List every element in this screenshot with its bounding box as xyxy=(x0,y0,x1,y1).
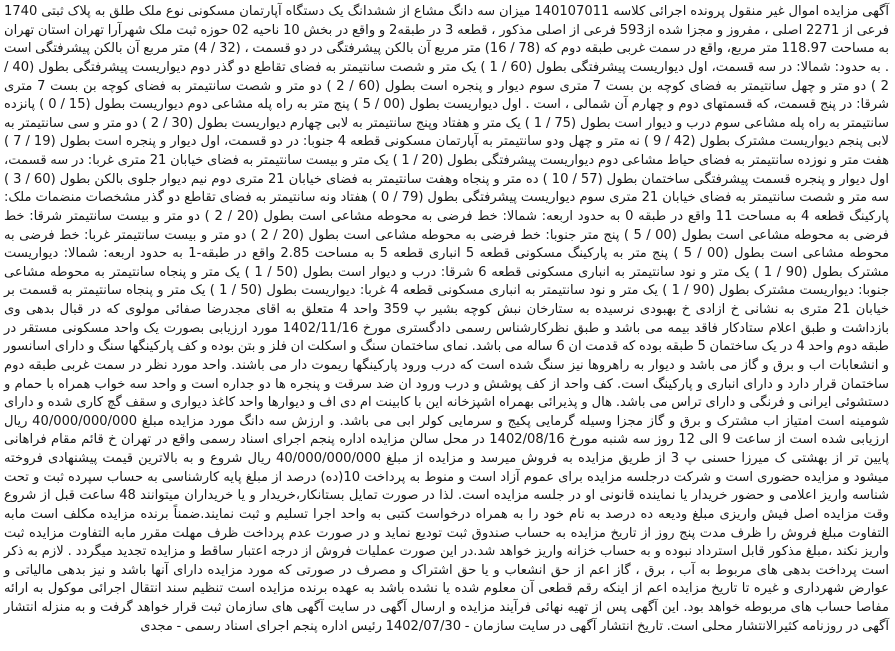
auction-notice-text: آگهی مزایده اموال غیر منقول پرونده اجرائی کلاسه 140107011 میزان سه دانگ مشاع از ششدانگ یک دستگاه آپارتمان مسکونی نوع ملک طلق به پلاک ثبتی 1740 فرعی از 2271 اصلی ، مفروز و مجزا شده از593 فرعی از اصلی مذکور ، قطعه 3 در طبقه2 و واقع در بخش 10 ناحیه 02 حوزه ثبت ملک شهرآرا تهران استان تهران به مساحت 118.97 متر مربع، واقع در سمت غربی طبقه دوم که (78 / 16) متر مربع آن بالکن پیشرفتگی در دو قسمت ، (32 / 4) متر مربع آن بالکن پیشرفتگی است . به حدود: شمالا: در سه قسمت، اول دیواریست پیشرفتگی بطول (60 / 1 ) یک متر و شصت سانتیمتر به فضای تقاطع دو گذر دوم دیواریست پیشرفتگی بطول (40 / 2 ) دو متر و چهل سانتیمتر به فضای کوچه بن بست 7 متری سوم دیوار و پنجره است بطول (60 / 2 ) دو متر و شصت سانتیمتر به فضای کوچه بن بست 7 متری شرقا: در پنج قسمت، که قسمتهای دوم و چهارم آن شمالی ، است . اول دیواریست بطول (00 / 5 ) پنج متر به راه پله مشاعی دوم دیواریست بطول (15 / 0 ) پانزده سانتیمتر به راه پله مشاعی سوم درب و دیوار است بطول (75 / 1 ) یک متر و هفتاد وپنج سانتیمتر به لابی چهارم دیواریست بطول (30 / 2 ) دو متر و سی سانتیمتر به لابی پنجم دیواریست مشترک بطول (42 / 9 ) نه متر و چهل ودو سانتیمتر به آپارتمان مسکونی قطعه 4 جنوبا: در دو قسمت، اول دیوار و پنجره است بطول (19 / 7 ) هفت متر و نوزده سانتیمتر به فضای حیاط مشاعی دوم دیواریست پیشرفتگی بطول (20 / 1 ) یک متر و بیست سانتیمتر به فضای خیابان 21 متری غربا: در سه قسمت، اول دیوار و پنجره قسمت پیشرفتگی ساختمان بطول (57 / 10 ) ده متر و پنجاه وهفت سانتیمتر به فضای خیابان 21 متری دوم نیم دیوار جلوی بالکن بطول (60 / 3 ) سه متر و شصت سانتیمتر به فضای خیابان 21 متری سوم دیواریست پیشرفتگی بطول (79 / 0 ) هفتاد ونه سانتیمتر به فضای تقاطع دو گذر مشخصات منضمات ملک: پارکینگ قطعه 4 به مساحت 11 واقع در طبقه 0 به حدود اربعه: شمالا: خط فرضی به محوطه مشاعی است بطول (20 / 2 ) دو متر و بیست سانتیمتر شرقا: خط فرضی به محوطه مشاعی است بطول (00 / 5 ) پنج متر جنوبا: خط فرضی به محوطه مشاعی است بطول (20 / 2 ) دو متر و بیست سانتیمتر غربا: خط فرضی به محوطه مشاعی است بطول (00 / 5 ) پنج متر به پارکینگ مسکونی قطعه 5 انباری قطعه 5 به مساحت 2.85 واقع در طبقه-1 به حدود اربعه: شمالا: دیواریست مشترک بطول (90 / 1 ) یک متر و نود سانتیمتر به انباری مسکونی قطعه 6 شرقا: درب و دیوار است بطول (50 / 1 ) یک متر و پنجاه سانتیمتر به محوطه مشاعی جنوبا: دیواریست مشترک بطول (90 / 1 ) یک متر و نود سانتیمتر به انباری مسکونی قطعه 4 غربا: دیواریست بطول (50 / 1 ) یک متر و پنجاه سانتیمتر به قسمت بر خیابان 21 متری به نشانی خ ازادی خ بهبودی نرسیده به ستارخان نبش کوچه بشیر پ 359 واحد 4 متعلق به اقای مجدرضا صفائی مولوی که در قبال بدهی وی بازداشت و طبق اعلام ستادکار فاقد بیمه می باشد و طبق نظرکارشناس رسمی دادگستری مورخ 1402/11/16 مورد ارزیابی بصورت یک واحد مسکونی مستقر در طبقه دوم واحد 4 در یک ساختمان 5 طبقه بوده که قدمت ان 6 ساله می باشد. نمای ساختمان سنگ و اسکلت ان فلز و بتن بوده و کف پارکینگها سنگ و دارای اسانسور و انشعابات اب و برق و گاز می باشد و دیوار به راهروها نیز سنگ شده است که درب ورود پارکینگها ریموت دار می باشند. واحد مورد نظر در سمت غربی طبقه دوم ساختمان قرار دارد و دارای انباری و پارکینگ است. کف واحد از کف پوشش و درب ورود ان ضد سرقت و پنجره ها دو جداره است و واحد سه خواب همراه با حمام و دستشوئی ایرانی و فرنگی و دارای تراس می باشد. هال و پذیرائی بهمراه اشپزخانه این با کابینت ام دی اف و دیوارها واحد کاغذ دیواری و سقف گچ کاری شده و دارای شومینه است امتیاز اب مشترک و برق و گاز مجزا وسیله گرمایی پکیج و سرمایی کولر ابی می باشد. و ارزش سه دانگ مورد مزایده مبلغ 40/000/000/000 ریال ارزیابی شده است از ساعت 9 الی 12 روز سه شنبه مورخ 1402/08/16 در محل سالن مزایده اداره پنجم اجرای اسناد رسمی واقع در تهران خ قائم مقام فراهانی پایین تر از بهشتی ک میرزا حسنی پ 3 از طریق مزایده به فروش میرسد و مزایده از مبلغ 40/000/000/000 ریال شروع و به بالاترین قیمت پیشنهادی فروخته میشود و مزایده حضوری است و شرکت درجلسه مزایده برای عموم آزاد است و منوط به پرداخت 10(ده) درصد از مبلغ پایه کارشناسی به حساب سپرده ثبت و تحت شناسه واریز اعلامی و حضور خریدار یا نماینده قانونی او در جلسه مزایده است. لذا در صورت تمایل بستانکار،خریدار و یا خریداران میتوانند 48 ساعت قبل از شروع وقت مزایده اصل فیش واریزی مبلغ ودیعه ده درصد به نام خود را به همراه درخواست کتبی به واحد اجرا تسلیم و ثبت نمایند.ضمناً برنده مزایده مکلف است مابه التفاوت مبلغ فروش را ظرف مدت پنج روز از تاریخ مزایده به حساب صندوق ثبت تودیع نماید و در صورت عدم پرداخت ظرف مهلت مقرر مابه التفاوت مزایده ثبت واریز نکند ،مبلغ مذکور قابل استرداد نبوده و به حساب خزانه واریز خواهد شد.در این صورت عملیات فروش از درجه اعتبار ساقط و مزایده تجدید میگردد . لازم به ذکر است پرداخت بدهی های مربوط به آب ، برق ، گاز اعم از حق انشعاب و یا حق اشتراک و مصرف در صورتی که مورد مزایده دارای آنها باشد و نیز بدهی مالیاتی و عوارض شهرداری و غیره تا تاریخ مزایده اعم از اینکه رقم قطعی آن معلوم شده یا نشده باشد به عهده برنده مزایده است تنظیم سند انتقال اجرائی موکول به ارائه مفاصا حساب های مربوطه خواهد بود. این آگهی پس از تهیه نهائی فرآیند مزایده و ارسال آگهی در سایت آگهی های سازمان ثبت قرار خواهد گرفت و به منزله انتشار آگهی در روزنامه کثیرالانتشار محلی است. تاریخ انتشار آگهی در سایت سازمان - 1402/07/30 رئیس اداره پنجم اجرای اسناد رسمی - مجدی xyxy=(4,4,890,634)
